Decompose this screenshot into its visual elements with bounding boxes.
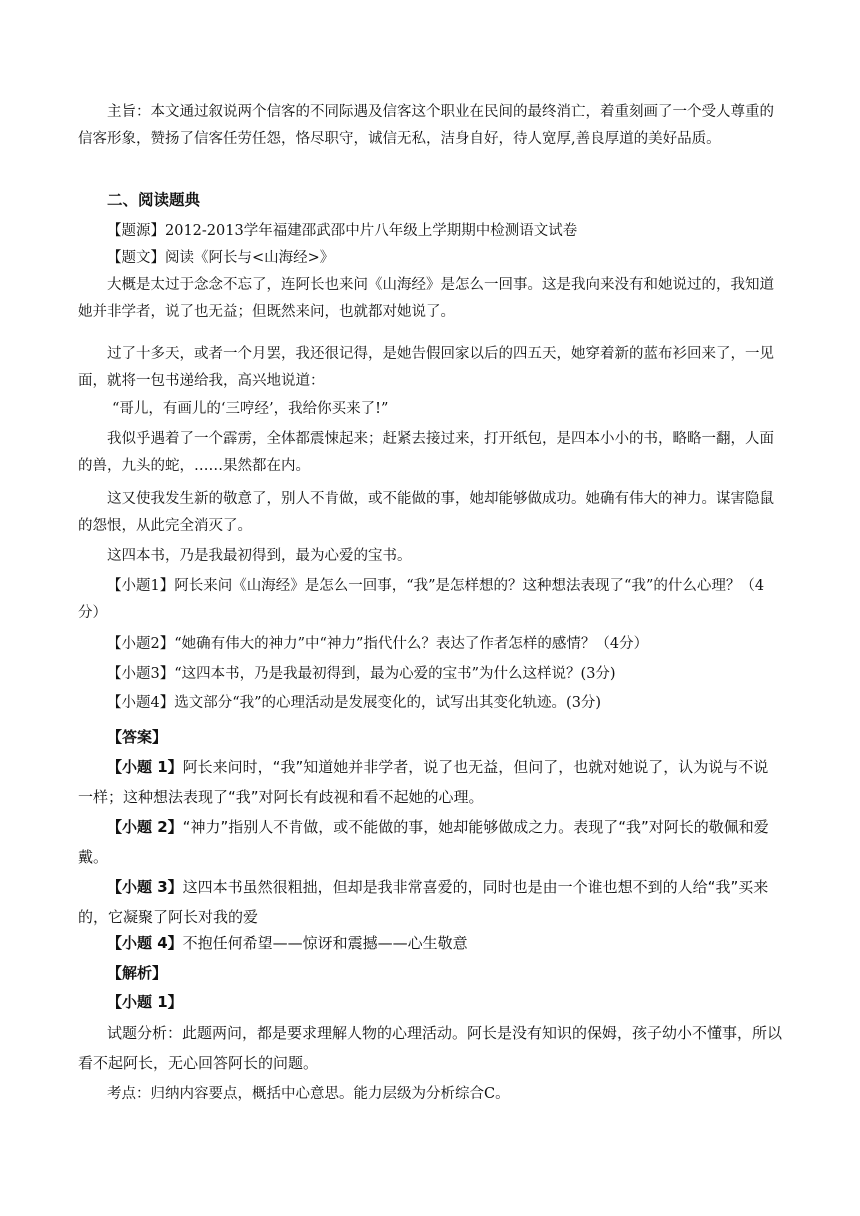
passage-paragraph-6: 这四本书，乃是我最初得到，最为心爱的宝书。	[107, 548, 412, 564]
answer-2-text: “神力”指别人不肯做，或不能做的事，她却能够做成之力。表现了“我”对阿长的敬佩和爱戴。	[78, 818, 769, 866]
answer-3	[78, 872, 783, 932]
source-line: 【题源】2012-2013学年福建邵武邵中片八年级上学期期中检测语文试卷	[107, 223, 578, 239]
analysis-heading: 【解析】	[107, 964, 168, 982]
analysis-text: 试题分析：此题两问，都是要求理解人物的心理活动。阿长是没有知识的保姆，孩子幼小不懂事，所以看不起阿长，无心回答阿长的问题。	[78, 1024, 783, 1072]
answer-2-tag: 【小题 2】	[107, 818, 183, 836]
answer-4-text: 不抱任何希望——惊讶和震撼——心生敬意	[182, 934, 468, 952]
answer-3-tag: 【小题 3】	[107, 878, 183, 896]
title-line: 【题文】阅读《阿长与<山海经>》	[107, 250, 335, 266]
answer-4-tag: 【小题 4】	[107, 934, 183, 952]
analysis-subheading: 【小题 1】	[107, 993, 183, 1011]
summary-paragraph: 主旨：本文通过叙说两个信客的不同际遇及信客这个职业在民间的最终消亡，着重刻画了一个受人尊重的信客形象，赞扬了信客任劳任怨，恪尽职守，诚信无私，洁身自好，待人宽厚,善良厚道的美好品质。	[78, 104, 774, 147]
passage-paragraph-1: 大概是太过于念念不忘了，连阿长也来问《山海经》是怎么一回事。这是我向来没有和她说过的，我知道她并非学者，说了也无益；但既然来问，也就都对她说了。	[78, 277, 774, 320]
answer-1	[78, 752, 783, 812]
passage-paragraph-4: 我似乎遇着了一个霹雳，全体都震悚起来；赶紧去接过来，打开纸包，是四本小小的书，略略一翻，人面的兽，九头的蛇，……果然都在内。	[78, 431, 774, 474]
answer-4	[78, 928, 783, 958]
answer-1-tag: 【小题 1】	[107, 758, 183, 776]
answer-3-text: 这四本书虽然很粗拙，但却是我非常喜爱的，同时也是由一个谁也想不到的人给“我”买来的，它凝聚了阿长对我的爱	[78, 878, 769, 926]
question-1: 【小题1】阿长来问《山海经》是怎么一回事，“我”是怎样想的？这种想法表现了“我”的什么心理？（4分）	[78, 578, 765, 621]
passage-paragraph-2: 过了十多天，或者一个月罢，我还很记得，是她告假回家以后的四五天，她穿着新的蓝布衫回来了，一见面，就将一包书递给我，高兴地说道：	[78, 346, 774, 389]
answer-1-text: 阿长来问时，“我”知道她并非学者，说了也无益，但问了，也就对她说了，认为说与不说一样；这种想法表现了“我”对阿长有歧视和看不起她的心理。	[78, 758, 769, 806]
question-3: 【小题3】“这四本书，乃是我最初得到，最为心爱的宝书”为什么这样说？(3分)	[107, 666, 616, 682]
test-point: 考点：归纳内容要点，概括中心意思。能力层级为分析综合C。	[107, 1086, 510, 1102]
passage-paragraph-3: “哥儿，有画儿的‘三哼经’，我给你买来了!”	[112, 401, 389, 417]
question-2: 【小题2】“她确有伟大的神力”中“神力”指代什么？表达了作者怎样的感情？（4分）	[107, 636, 649, 652]
question-4: 【小题4】选文部分“我”的心理活动是发展变化的，试写出其变化轨迹。(3分)	[107, 695, 602, 711]
answer-2	[78, 812, 783, 872]
passage-paragraph-5: 这又使我发生新的敬意了，别人不肯做，或不能做的事，她却能够做成功。她确有伟大的神力。谋害隐鼠的怨恨，从此完全消灭了。	[78, 491, 774, 534]
section-heading: 二、阅读题典	[107, 191, 201, 209]
answer-heading: 【答案】	[107, 728, 168, 746]
